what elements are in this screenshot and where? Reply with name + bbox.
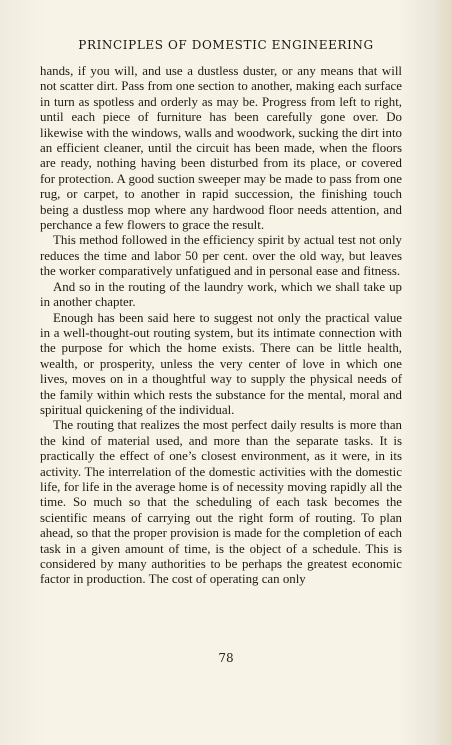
page-number: 78	[218, 651, 234, 665]
paragraph-efficiency-method: This method followed in the efficiency spirit by actual test not only reduces the time and labor 50 per cent. over the old way, but leaves the worker comparatively unfatigued and in personal ease and fitness.	[40, 233, 402, 279]
paragraph-scheduling: The routing that realizes the most perfect daily results is more than the kind of material used, and more than the separate tasks. It is practically the effect of one’s closest environment, as it were, in its activity. The interrelation of the domestic activities with the domestic life, for life in the average home is of necessity moving rapidly all the time. So much so that the scheduling of each task becomes the scientific means of carrying out the right form of routing. To plan ahead, so that the proper provision is made for the completion of each task in a given amount of time, is the object of a schedule. This is considered by many authorities to be perhaps the greatest economic factor in production. The cost of operating can only	[40, 418, 402, 587]
paragraph-routing-value: Enough has been said here to suggest not only the practical value in a well-thought-out routing system, but its intimate connection with the purpose for which the home exists. There can be little health, wealth, or prosperity, unless the very center of love in which one lives, moves on in a thoughtful way to supply the physical needs of the family within which rests the substance for the mental, moral and spiritual quickening of the individual.	[40, 310, 402, 417]
running-header: PRINCIPLES OF DOMESTIC ENGINEERING	[78, 38, 374, 52]
page-body-text	[40, 64, 402, 588]
paragraph-continuation: hands, if you will, and use a dustless duster, or any means that will not scatter dirt. Pass from one section to another, making each surface in turn as spotless and orderly as may be. Progress from left to right, until each piece of furniture has been carefully gone over. Do likewise with the windows, walls and woodwork, sucking the dirt into an efficient cleaner, until the circuit has been made, when the floors are ready, nothing having been disturbed from its place, or covered for protection. A good suction sweeper may be made to pass from one rug, or carpet, to another in rapid succession, the finishing touch being a dustless mop where any hardwood floor needs attention, and perchance a few flowers to grace the result.	[40, 64, 402, 233]
page-edge-shadow	[434, 0, 452, 745]
paragraph-laundry-routing: And so in the routing of the laundry work, which we shall take up in another chapter.	[40, 279, 402, 310]
